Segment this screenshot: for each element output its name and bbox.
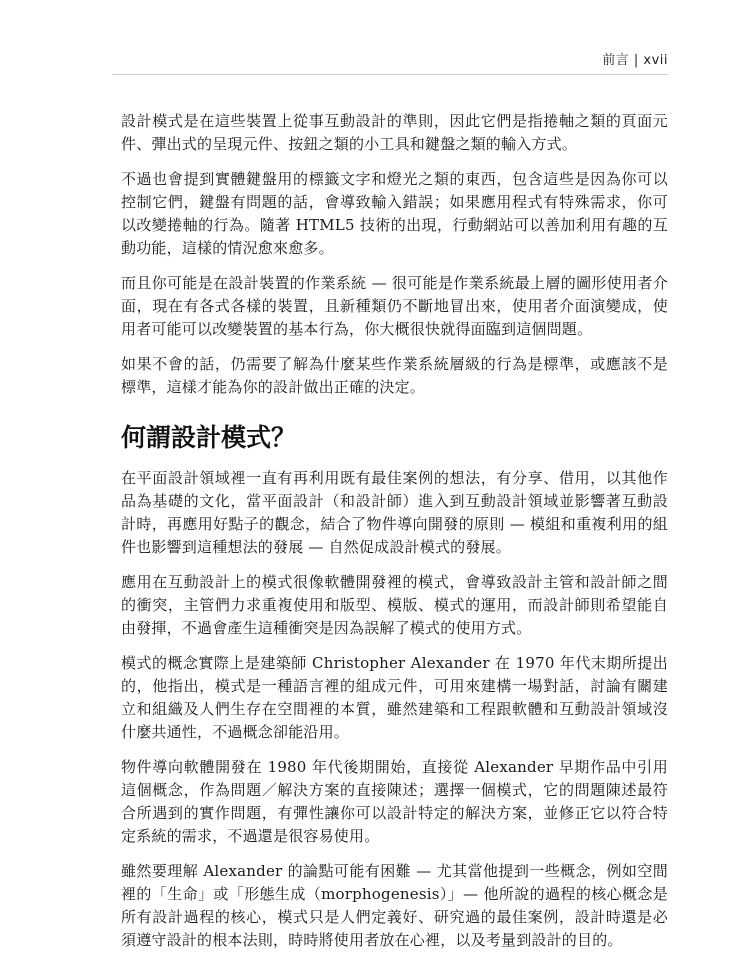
page-body (121, 110, 668, 964)
body-paragraph: 應用在互動設計上的模式很像軟體開發裡的模式，會導致設計主管和設計師之間的衝突，主管們力求重複使用和版型、模版、模式的運用，而設計師則希望能自由發揮，不過會產生這種衝突是因為誤解了模式的使用方式。 (121, 573, 668, 637)
body-paragraph: 模式的概念實際上是建築師 Christopher Alexander 在 1970 年代末期所提出的，他指出，模式是一種語言裡的組成元件，可用來建構一場對話，討論有關建立和組織及人們生存在空間裡的本質，雖然建築和工程跟軟體和互動設計領域沒什麼共通性，不過概念卻能沿用。 (121, 654, 668, 741)
body-paragraph: 不過也會提到實體鍵盤用的標籤文字和燈光之類的東西，包含這些是因為你可以控制它們，鍵盤有問題的話，會導致輸入錯誤；如果應用程式有特殊需求，你可以改變捲軸的行為。隨著 HTML5 技術的出現，行動網站可以善加利用有趣的互動功能，這樣的情況愈來愈多。 (121, 170, 668, 257)
body-paragraph: 雖然要理解 Alexander 的論點可能有困難 — 尤其當他提到一些概念，例如空間裡的「生命」或「形態生成（morphogenesis）」— 他所說的過程的核心概念是所有設計過程的核心，模式只是人們定義好、研究過的最佳案例，設計時還是必須遵守設計的根本法則，時時將使用者放在心裡，以及考量到設計的目的。 (121, 862, 668, 949)
body-paragraph: 物件導向軟體開發在 1980 年代後期開始，直接從 Alexander 早期作品中引用這個概念，作為問題／解決方案的直接陳述；選擇一個模式，它的問題陳述最符合所遇到的實作問題，有彈性讓你可以設計特定的解決方案，並修正它以符合特定系統的需求，不過還是很容易使用。 (121, 758, 668, 845)
body-paragraph: 如果不會的話，仍需要了解為什麼某些作業系統層級的行為是標準，或應該不是標準，這樣才能為你的設計做出正確的決定。 (121, 355, 668, 396)
running-header: 前言 | xvii (602, 53, 668, 68)
header-rule (112, 74, 668, 75)
body-paragraph: 在平面設計領域裡一直有再利用既有最佳案例的想法，有分享、借用，以其他作品為基礎的文化，當平面設計（和設計師）進入到互動設計領域並影響著互動設計時，再應用好點子的觀念，結合了物件導向開發的原則 — 模組和重複利用的組件也影響到這種想法的發展 — 自然促成設計模式的發展。 (121, 469, 668, 556)
section-heading: 何謂設計模式？ (121, 423, 297, 452)
body-paragraph: 設計模式是在這些裝置上從事互動設計的準則，因此它們是指捲軸之類的頁面元件、彈出式的呈現元件、按鈕之類的小工具和鍵盤之類的輸入方式。 (121, 112, 668, 153)
body-paragraph: 而且你可能是在設計裝置的作業系統 — 很可能是作業系統最上層的圖形使用者介面，現在有各式各樣的裝置，且新種類仍不斷地冒出來，使用者介面演變成，使用者可能可以改變裝置的基本行為，你大概很快就得面臨到這個問題。 (121, 274, 668, 338)
